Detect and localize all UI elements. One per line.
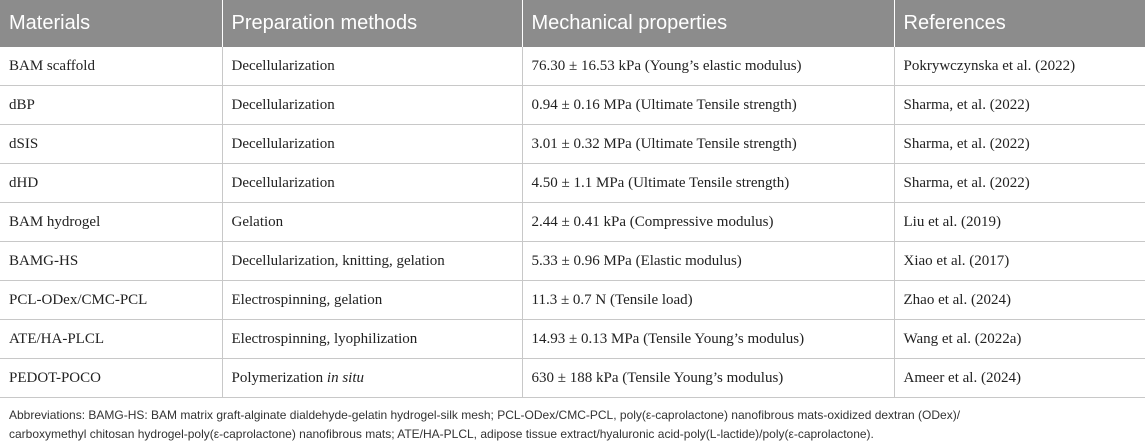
cell-method [222,86,522,125]
method-text: Decellularization [231,135,335,152]
cell-property: 14.93 ± 0.13 MPa (Tensile Young’s modulus) [522,320,894,359]
method-text: Decellularization [231,174,335,191]
cell-reference: Pokrywczynska et al. (2022) [894,47,1145,86]
cell-reference: Sharma, et al. (2022) [894,164,1145,203]
method-text: Electrospinning, lyophilization [231,330,418,347]
table-footnote [0,398,1145,444]
method-text: Polymerization [231,369,327,386]
cell-material: dHD [0,164,222,203]
cell-reference: Ameer et al. (2024) [894,359,1145,398]
cell-property: 11.3 ± 0.7 N (Tensile load) [522,281,894,320]
header-materials: Materials [0,0,222,47]
cell-property: 0.94 ± 0.16 MPa (Ultimate Tensile strength) [522,86,894,125]
cell-reference: Sharma, et al. (2022) [894,125,1145,164]
table-row [0,320,1145,359]
table-row [0,47,1145,86]
cell-reference: Liu et al. (2019) [894,203,1145,242]
method-text: Electrospinning, gelation [231,291,383,308]
cell-reference: Xiao et al. (2017) [894,242,1145,281]
cell-material: dBP [0,86,222,125]
table-row [0,359,1145,398]
cell-property: 630 ± 188 kPa (Tensile Young’s modulus) [522,359,894,398]
cell-method [222,203,522,242]
cell-material: BAMG-HS [0,242,222,281]
cell-reference: Zhao et al. (2024) [894,281,1145,320]
cell-material: BAM hydrogel [0,203,222,242]
cell-material: ATE/HA-PLCL [0,320,222,359]
header-mechanical-properties: Mechanical properties [522,0,894,47]
cell-method [222,47,522,86]
cell-method [222,320,522,359]
header-preparation-methods: Preparation methods [222,0,522,47]
cell-property: 5.33 ± 0.96 MPa (Elastic modulus) [522,242,894,281]
footnote-line: carboxymethyl chitosan hydrogel-poly(ε-caprolactone) nanofibrous mats; ATE/HA-PLCL, adipose tissue extract/hyaluronic acid-poly(L-lactide)/poly(ε-caprolactone). [9,427,874,441]
method-text: Decellularization, knitting, gelation [231,252,445,269]
header-row [0,0,1145,47]
cell-property: 3.01 ± 0.32 MPa (Ultimate Tensile strength) [522,125,894,164]
footnote-line: Abbreviations: BAMG-HS: BAM matrix graft-alginate dialdehyde-gelatin hydrogel-silk mesh; PCL-ODex/CMC-PCL, poly(ε-caprolactone) nanofibrous mats-oxidized dextran (ODex)/ [9,408,961,422]
table-row [0,281,1145,320]
cell-material: dSIS [0,125,222,164]
method-text: Gelation [231,213,284,230]
table-row [0,242,1145,281]
cell-reference: Wang et al. (2022a) [894,320,1145,359]
table-row [0,86,1145,125]
method-text: Decellularization [231,96,335,113]
method-text: Decellularization [231,57,335,74]
cell-property: 2.44 ± 0.41 kPa (Compressive modulus) [522,203,894,242]
method-italic-text: in situ [326,369,364,386]
cell-reference: Sharma, et al. (2022) [894,86,1145,125]
cell-method [222,281,522,320]
table-body [0,47,1145,398]
cell-method [222,125,522,164]
cell-property: 4.50 ± 1.1 MPa (Ultimate Tensile strength) [522,164,894,203]
cell-method [222,359,522,398]
cell-method [222,164,522,203]
cell-property: 76.30 ± 16.53 kPa (Young’s elastic modulus) [522,47,894,86]
table-row [0,203,1145,242]
table-header [0,0,1145,47]
table-row [0,125,1145,164]
cell-material: PCL-ODex/CMC-PCL [0,281,222,320]
table-row [0,164,1145,203]
cell-method [222,242,522,281]
cell-material: PEDOT-POCO [0,359,222,398]
cell-material: BAM scaffold [0,47,222,86]
header-references: References [894,0,1145,47]
